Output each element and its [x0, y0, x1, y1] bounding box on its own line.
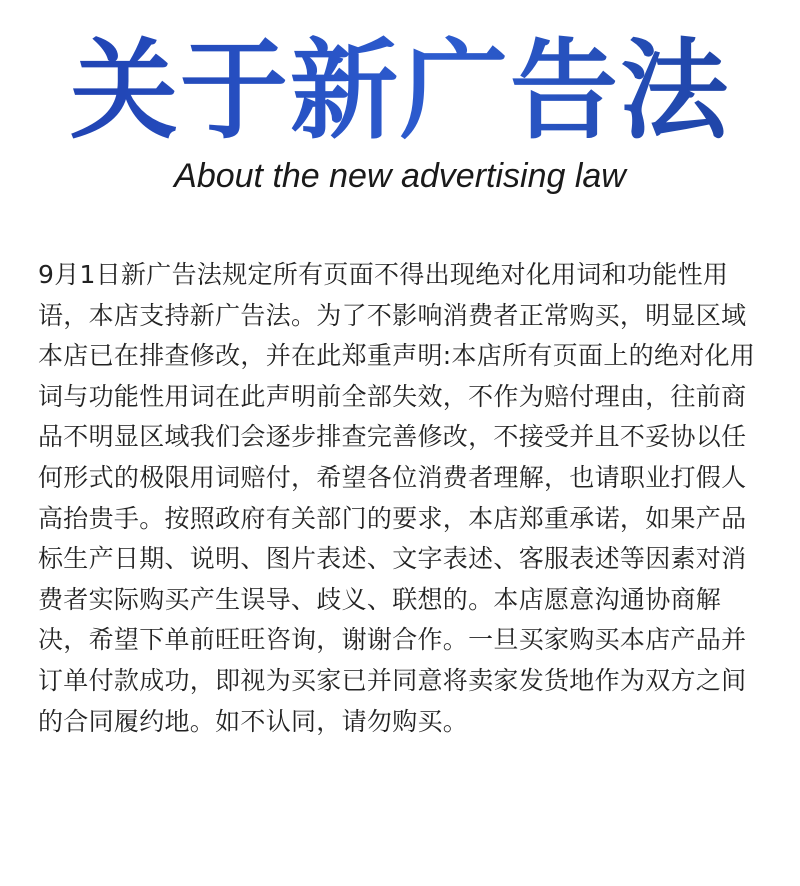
notice-body-text: 9月1日新广告法规定所有页面不得出现绝对化用词和功能性用语，本店支持新广告法。为了不影响消费者正常购买，明显区域本店已在排查修改，并在此郑重声明:本店所有页面上的绝对化用词与功能性用词在此声明前全部失效，不作为赔付理由，往前商品不明显区域我们会逐步排查完善修改，不接受并且不妥协以任何形式的极限用词赔付，希望各位消费者理解，也请职业打假人高抬贵手。按照政府有关部门的要求，本店郑重承诺，如果产品标生产日期、说明、图片表述、文字表述、客服表述等因素对消费者实际购买产生误导、歧义、联想的。本店愿意沟通协商解决，希望下单前旺旺咨询，谢谢合作。一旦买家购买本店产品并订单付款成功，即视为买家已并同意将卖家发货地作为双方之间的合同履约地。如不认同，请勿购买。: [38, 260, 756, 736]
page-title: 关于新广告法: [0, 28, 800, 156]
page-subtitle: About the new advertising law: [174, 157, 626, 195]
